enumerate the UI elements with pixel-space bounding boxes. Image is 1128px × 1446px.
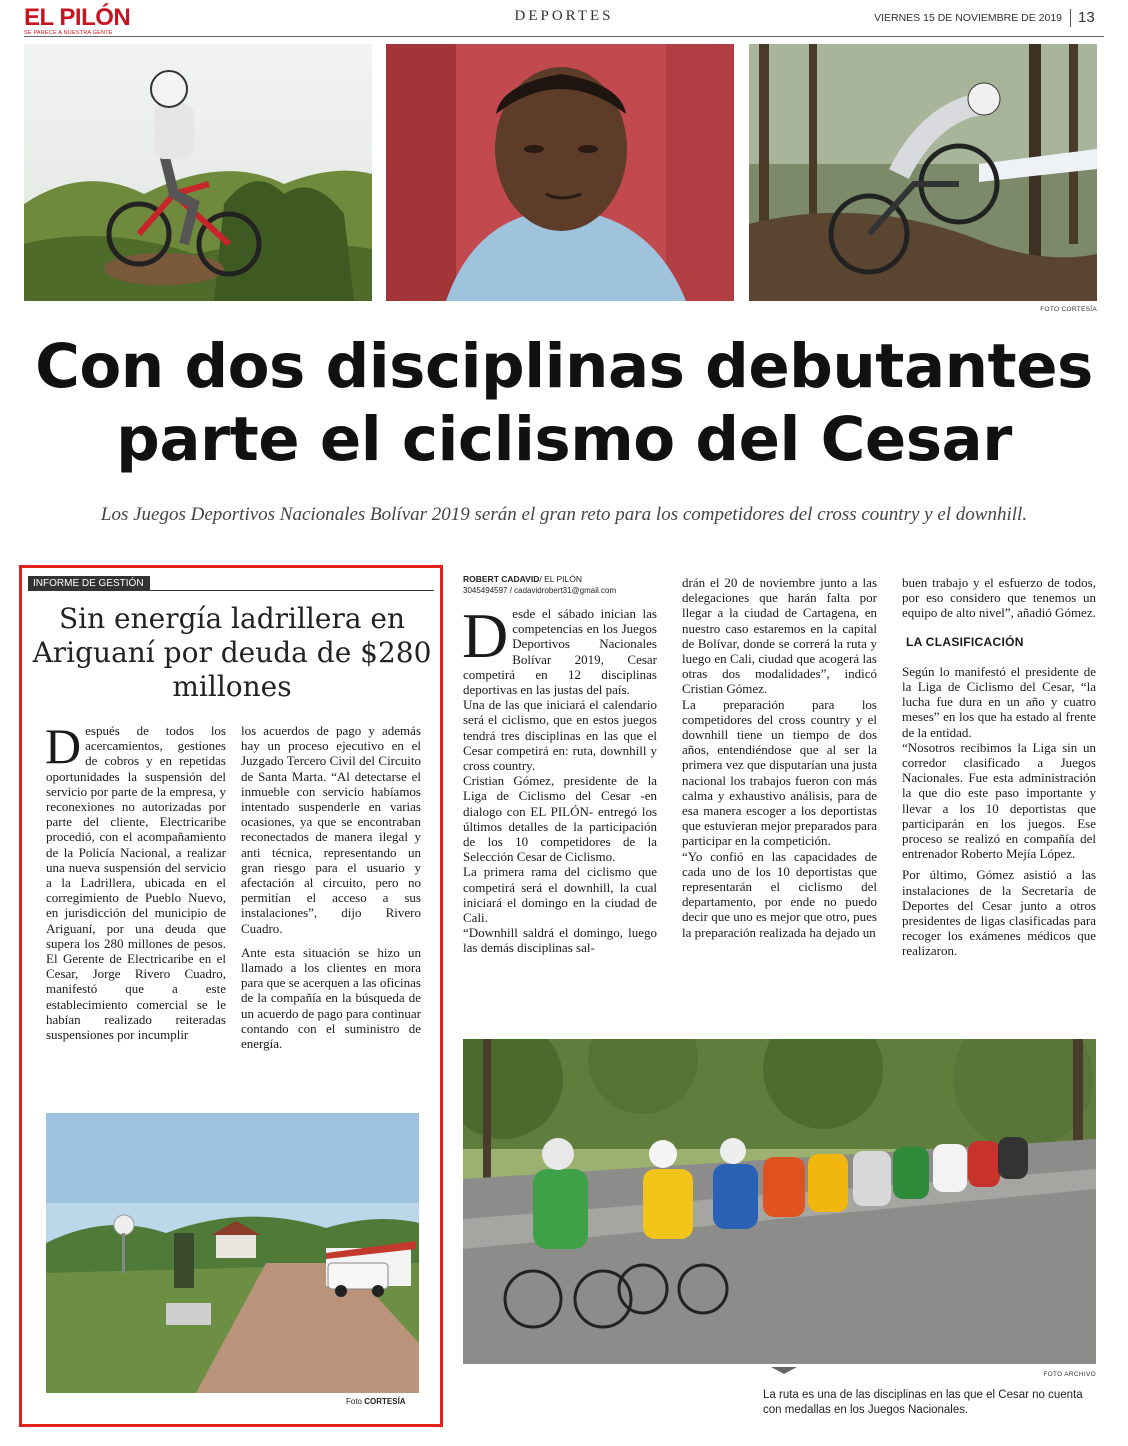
sidebar-tag-rule bbox=[28, 590, 434, 591]
article-paragraph: “Downhill saldrá el domingo, luego las demás disciplinas sal- bbox=[463, 925, 657, 956]
article-column-3 bbox=[902, 575, 1096, 959]
headline-line-2: parte el ciclismo del Cesar bbox=[116, 404, 1012, 475]
section-title: DEPORTES bbox=[514, 8, 614, 24]
sidebar-column-2 bbox=[241, 723, 421, 1060]
article-paragraph: La primera rama del ciclismo que competirá será el downhill, la cual iniciará el domingo en la ciudad de Cali. bbox=[463, 864, 657, 926]
sidebar-headline: Sin energía ladrillera en Ariguaní por deuda de $280 millones bbox=[32, 602, 432, 703]
sidebar-column-1 bbox=[45, 718, 226, 1043]
article-column-1 bbox=[462, 600, 657, 956]
headline-line-1: Con dos disciplinas debutantes bbox=[35, 331, 1093, 402]
page-number: 13 bbox=[1070, 9, 1095, 27]
header-rule bbox=[24, 36, 1104, 37]
issue-date: VIERNES 15 DE NOVIEMBRE DE 2019 bbox=[874, 12, 1062, 24]
main-headline bbox=[0, 330, 1128, 476]
author-contact: 3045494597 / cadavidrobert31@gmail.com bbox=[463, 586, 617, 595]
article-paragraph: Una de las que iniciará el calendario será el ciclismo, que en estos juegos tendrá tres disciplinas en las que el Cesar competirá en: ruta, downhill y cross country. bbox=[463, 697, 657, 774]
sidebar-paragraph: los acuerdos de pago y además hay un proceso ejecutivo en el Juzgado Tercero Civil del Circuito de Santa Marta. “Al detectarse el inmueble con servicio habíamos intentado suspenderle en varias ocasiones, ya que se encontraban reconectados de manera ilegal y anti técnica, representando un gran riesgo para el usuario y afectación al circuito, pero no permitían el acceso a sus instalaciones”, dijo Rivero Cuadro. bbox=[241, 723, 421, 936]
article-paragraph: “Yo confió en las capacidades de cada uno de los 10 deportistas que representarán el ciclismo del departamento, por ende no puedo decir que uno es mejor que otro, pues la preparación realizada ha dejado un bbox=[682, 848, 877, 940]
sidebar-photo-credit: Foto CORTESÍA bbox=[346, 1397, 406, 1406]
article-paragraph: La preparación para los competidores del cross country y el downhill tiene un tiempo de dos años, entendiéndose que al ser la primera vez que disputarían una justa nacional los trabajos fueron con más calma y exhaustivo análisis, para de esa manera escoger a los deportistas que estuvieran mejor preparados para participar en la competición. bbox=[682, 696, 877, 849]
sidebar-tag: INFORME DE GESTIÓN bbox=[28, 576, 150, 591]
caption-arrow-icon bbox=[771, 1367, 797, 1374]
article-paragraph: Según lo manifestó el presidente de la Liga de Ciclismo del Cesar, “la lucha fue dura en un año y cuatro meses” en los que ha estado al frente de la entidad. bbox=[902, 663, 1096, 740]
main-photo-caption: La ruta es una de las disciplinas en las que el Cesar no cuenta con medallas en los Juegos Nacionales. bbox=[763, 1389, 1083, 1416]
article-paragraph: Por último, Gómez asistió a las instalaciones de la Secretaría de Deportes del Cesar junto a otros presidentes de ligas clasificadas para recoger los exámenes médicos que realizaron. bbox=[902, 867, 1096, 959]
top-photo-credit: FOTO CORTESÍA bbox=[1040, 306, 1097, 313]
photo-road-cycling-peloton bbox=[463, 1039, 1096, 1364]
article-paragraph: buen trabajo y el esfuerzo de todos, por eso considero que tenemos un equipo de alto nivel”, añadió Gómez. bbox=[902, 575, 1096, 621]
newspaper-slogan: SE PARECE A NUESTRA GENTE bbox=[24, 30, 113, 36]
main-photo-credit: FOTO ARCHIVO bbox=[1043, 1371, 1096, 1378]
subheadline: Los Juegos Deportivos Nacionales Bolívar 2019 serán el gran reto para los competidores del cross country y el downhill. bbox=[100, 504, 1028, 525]
byline: ROBERT CADAVID/ EL PILÓN bbox=[463, 574, 583, 584]
article-dropcap: D bbox=[462, 600, 509, 671]
article-paragraph: drán el 20 de noviembre junto a las delegaciones que harán falta por llegar a la ciudad de Cartagena, en nuestro caso estaremos en la capital de Bolívar, donde se correrá la ruta y luego en Cali, ciudad que acogerá las otras dos modalidades”, indicó Cristian Gómez. bbox=[682, 575, 877, 697]
photo-ladrillera-road bbox=[46, 1113, 419, 1393]
article-paragraph: Desde el sábado inician las competencias en los Juegos Deportivos Nacionales Bolívar 2019, Cesar competirá en 12 disciplinas deportivas en las justas del país. bbox=[462, 600, 657, 698]
article-column-2 bbox=[682, 575, 877, 940]
sidebar-paragraph: Después de todos los acercamientos, gestiones de cobros y en repetidas oportunidades la suspensión del servicio por parte de la empresa, y reconexiones no autorizadas por parte del cliente, Electricaribe procedió, con el acompañamiento de la Policía Nacional, a realizar una nueva suspensión del servicio a la Ladrillera, ubicada en el corregimiento de Pueblo Nuevo, en jurisdicción del municipio de Ariguaní, por una deuda que supera los 280 millones de pesos. El Gerente de Electricaribe en el Cesar, Jorge Rivero Cuadro, manifestó que a este establecimiento comercial se le habían realizado reiteradas suspensiones por incumplir bbox=[45, 718, 226, 1043]
subsection-heading: LA CLASIFICACIÓN bbox=[906, 634, 1024, 649]
sidebar-paragraph: Ante esta situación se hizo un llamado a los clientes en mora para que se acerquen a las oficinas de la compañía en la búsqueda de un acuerdo de pago para continuar contando con el suministro de energía. bbox=[241, 944, 421, 1052]
article-paragraph: Cristian Gómez, presidente de la Liga de Ciclismo del Cesar -en dialogo con EL PILÓN- entregó los últimos detalles de la participación de los 10 competidores de la Selección Cesar de Ciclismo. bbox=[463, 773, 657, 865]
article-paragraph: “Nosotros recibimos la Liga sin un corredor clasificado a Juegos Nacionales. Fue esta administración la que dio este paso importante y llevar a los 10 deportistas que participarán en los juegos. Ese proceso se realizó en compañía del entrenador Roberto Mejía López. bbox=[902, 739, 1096, 862]
photo-cristian-gomez bbox=[386, 44, 734, 301]
photo-downhill-rider bbox=[24, 44, 372, 301]
sidebar-dropcap: D bbox=[45, 718, 82, 774]
newspaper-logo: EL PILÓN bbox=[24, 4, 131, 31]
photo-mountain-bikers bbox=[749, 44, 1097, 301]
